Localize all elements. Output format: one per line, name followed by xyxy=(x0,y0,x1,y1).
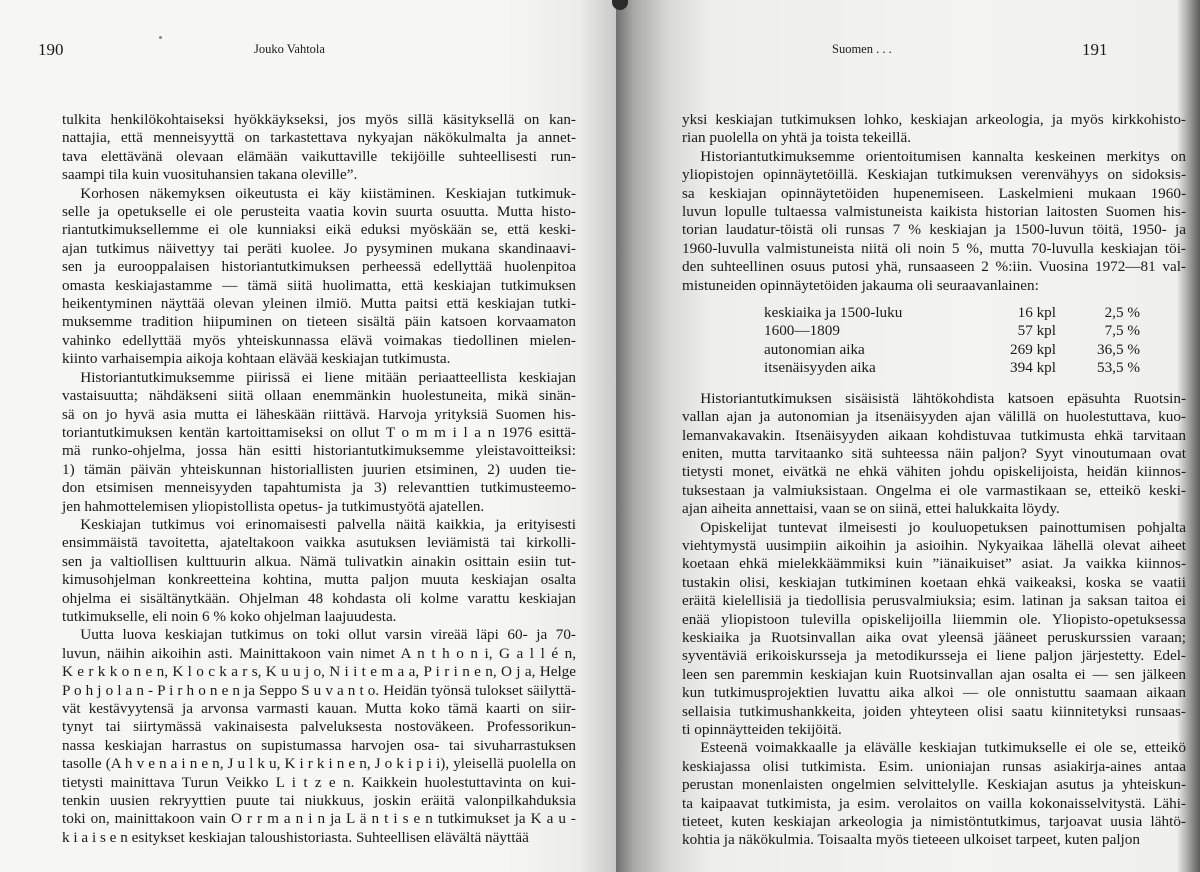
text-line: k i a i s e n esitykset keskiajan taloushistoriasta. Suhteellisen elävältä näyttää xyxy=(62,828,529,846)
text-line: Esteenä voimakkaalle ja elävälle keskiajan tutkimukselle ei ole se, etteikö xyxy=(700,739,1186,757)
text-line: omasta keskiajastamme — tämä siitä huolimatta, että keskiajan tutkimuksen xyxy=(62,276,576,294)
text-line: vät kestävyytensä ja arvonsa varmasti kauan. Mutta koko tämä kaarti on siir- xyxy=(62,700,576,717)
paragraph xyxy=(62,185,576,369)
thesis-distribution-table-wrap xyxy=(764,304,1186,378)
paragraph xyxy=(682,739,1186,849)
text-line: enää yliopistoon tulevilla opiskelijoilla liiemmin ole. Yliopisto-opetuksessa xyxy=(682,610,1186,628)
text-line: ensimmäistä tavoitetta, ajateltakoon vaikka asutuksen leviämistä tai kirkolli- xyxy=(62,534,576,552)
text-line: torian laudatur-töistä oli runsas 7 % keskiajan ja 1500-luvun töitä, 1950- ja xyxy=(682,221,1186,239)
paragraph xyxy=(682,111,1186,148)
paragraph xyxy=(62,516,576,626)
text-line: vastaisuutta; nähdäkseni siitä ollaan enemmänkin huolestuneita, mikä sinän- xyxy=(62,387,576,405)
period-cell: keskiaika ja 1500-luku xyxy=(764,304,903,322)
page-number-left: 190 xyxy=(38,40,64,59)
text-line: 1960-luvulla valmistuneista niitä oli noin 5 %, mutta 70-luvulla keskiajan töi- xyxy=(682,239,1186,257)
count-cell: 394 kpl xyxy=(1010,359,1056,377)
text-line: Historiantutkimuksen sisäisistä lähtökohdista katsoen epäsuhta Ruotsin- xyxy=(700,389,1186,407)
paragraphs-after-table xyxy=(682,390,1186,850)
text-line: luvun lopulle tultaessa valmistuneista kaikista historian laitosten Suomen his- xyxy=(682,203,1186,221)
paragraph xyxy=(62,626,576,847)
scan-speck xyxy=(159,36,162,39)
text-line: luvun, näihin aikoihin asti. Mainittakoon vain nimet A n t h o n i, G a l l é n, xyxy=(62,644,576,662)
text-line: yliopistojen opinnäytetöillä. Keskiajan tutkimuksen verenvähyys on sidoksis- xyxy=(682,166,1186,184)
text-line: Opiskelijat tuntevat ilmeisesti jo kouluopetuksen painottumisen pohjalta xyxy=(700,518,1186,536)
percent-cell: 53,5 % xyxy=(1096,359,1140,377)
text-line: sa keskiajan opinnäytetöiden hupenemiseen. Laskelmieni mukaan 1960- xyxy=(682,184,1186,202)
paragraph xyxy=(682,148,1186,295)
text-line: sellaisia tutkimushankkeita, joiden yhteyteen olisi saatu kiinnitetyksi runsaas- xyxy=(682,702,1186,720)
paragraph xyxy=(62,111,576,185)
right-page xyxy=(616,0,1200,872)
text-line: tenkin uusien rekryyttien puute tai niukkuus, joskin eräitä valonpilkahduksia xyxy=(62,792,576,810)
text-line: toriantutkimuksen kentän kartoittamiseksi on ollut T o m m i l a n 1976 esittä- xyxy=(62,423,576,441)
text-line: muksemme tradition hiipuminen on tieteen sisältä päin katsoen korvaamaton xyxy=(62,313,576,331)
page-number-right: 191 xyxy=(1082,40,1108,59)
text-line: nattajia, että menneisyyttä on tarkastettava nykyajan näkökulmalta ja annet- xyxy=(62,129,576,147)
percent-cell: 7,5 % xyxy=(1104,322,1140,340)
text-line: tutkimukselle, eli noin 6 % koko ohjelman laajuudesta. xyxy=(62,607,397,625)
text-line: ajan aiheita annettaisi, vaan se on siinä, ettei halukkaita löydy. xyxy=(682,500,1060,518)
text-line: 1) tämän päivän yhteiskunnan historiallisten juurien etsiminen, 2) uuden tie- xyxy=(62,460,576,478)
text-line: koetaan ehkä mielekkäämmiksi kuin ”iänaikuiset” asiat. Ja vaikka kiinnos- xyxy=(682,555,1186,573)
text-line: Historiantutkimuksemme piirissä ei liene mitään periaatteellista keskiajan xyxy=(80,368,576,386)
text-line: yksi keskiajan tutkimuksen lohko, keskiajan arkeologia, ja myös kirkkohisto- xyxy=(682,111,1186,128)
table-row xyxy=(764,341,1140,359)
text-line: sen ja valtiollisen kulttuurin alkua. Nämä tulivatkin ainakin osittain esiin tut- xyxy=(62,552,576,570)
running-head-title: Suomen . . . xyxy=(832,42,892,56)
paragraph xyxy=(62,369,576,516)
table-row xyxy=(764,322,1140,340)
right-page-body xyxy=(682,111,1186,850)
text-line: tasolle (A h v e n a i n e n, J u l k u, K i r k i n e n, J o k i p i i), yleisellä puolella on xyxy=(62,755,576,773)
period-cell: itsenäisyyden aika xyxy=(764,359,876,377)
text-line: kun tutkimusprojektien luvattu aika alkoi — ole onnistuttu saamaan aikaan xyxy=(682,684,1186,702)
text-line: saampi tila kuin vuosituhansien takana oleville”. xyxy=(62,166,358,184)
text-line: rian puolella on yhtä ja toista tekeillä. xyxy=(682,129,912,147)
text-line: den suhteellinen osuus putosi yhä, runsaaseen 2 %:iin. Vuosina 1972—81 val- xyxy=(682,258,1186,276)
text-line: Uutta luova keskiajan tutkimus on toki ollut varsin vireää läpi 60- ja 70- xyxy=(80,626,576,644)
text-line: ti opinnäytteiden tekijöitä. xyxy=(682,721,842,738)
text-line: ta kaipaavat tutkimista, ja esim. verolaitos on vailla kokonaisselvitystä. Lähi- xyxy=(682,794,1186,812)
text-line: vahinko edellyttää myös yhteiskunnassa elävä voimakas tiedollinen mielen- xyxy=(62,331,576,349)
text-line: riantutkimuksellemme ei ole kunniaksi eikä eduksi myöskään se, että keski- xyxy=(62,221,576,239)
text-line: Keskiajan tutkimus voi erinomaisesti palvella näitä kaikkia, ja erityisesti xyxy=(80,515,576,533)
text-line: don etsimisen menneisyyden tapahtumista ja 3) relevanttien tutkimusteemo- xyxy=(62,479,576,497)
left-page-body xyxy=(62,111,576,847)
text-line: tynyt tai siirtymässä vakinaisesta palveluksesta nostoväkeen. Professorikun- xyxy=(62,718,576,736)
text-line: toki on, mainittakoon vain O r r m a n i n ja L ä n t i s e n tutkimukset ja K a u - xyxy=(62,810,576,828)
text-line: Korhosen näkemyksen oikeutusta ei käy kiistäminen. Keskiajan tutkimuk- xyxy=(80,184,576,202)
period-cell: 1600—1809 xyxy=(764,322,840,340)
text-line: ajan tutkimus näivettyy tai peräti kuolee. Jo pysyminen mukana skandinaavi- xyxy=(62,239,576,257)
text-line: keskiaika ja Ruotsinvallan aika ovat yleensä jääneet peruskurssien varaan; xyxy=(682,628,1186,646)
text-line: tustakin olisi, keskiajan tutkiminen koetaan ehkä vaikeaksi, koska se vaatii xyxy=(682,573,1186,591)
text-line: tava elettävänä olevaan elämään vaikuttaville tekijöille suhteellisesti run- xyxy=(62,147,576,165)
text-line: tietysti mainittava Turun Veikko L i t z e n. Kaikkein huolestuttavinta on kui- xyxy=(62,773,576,791)
text-line: kiinto varhaisempia aikoja kohtaan elävää keskiajan tutkimusta. xyxy=(62,350,451,368)
running-head-author: Jouko Vahtola xyxy=(254,42,325,56)
text-line: sä on jo hyvä asia mutta ei läheskään riittävä. Harvoja yrityksiä Suomen his- xyxy=(62,405,576,423)
percent-cell: 2,5 % xyxy=(1104,304,1140,322)
text-line: viehtymystä uusimpiin aikoihin ja asioihin. Nykyaikaa lähellä olevat aiheet xyxy=(682,536,1186,554)
text-line: perustan monenlaisten ongelmien selvittelylle. Keskiajan asutus ja yhteiskun- xyxy=(682,776,1186,794)
text-line: tietysti monet, eivätkä ne ehkä vähiten johdu opiskelijoista, heidän kiinnos- xyxy=(682,463,1186,481)
text-line: K e r k k o n e n, K l o c k a r s, K u u j o, N i i t e m a a, P i r i n e n, O j a, Helge xyxy=(62,663,576,681)
text-line: tuksestaan ja valmiuksistaan. Ongelma ei ole varmastikaan se, etteikö keski- xyxy=(682,481,1186,499)
count-cell: 57 kpl xyxy=(1017,322,1056,340)
text-line: syventäviä erikoiskursseja ja metodikursseja ei liene paljon järjestetty. Edel- xyxy=(682,647,1186,665)
text-line: keskiajassa olisi tutkimista. Esim. unioniajan runsas asiakirja-aines antaa xyxy=(682,757,1186,775)
table-row xyxy=(764,359,1140,377)
percent-cell: 36,5 % xyxy=(1096,340,1140,358)
text-line: eräitä kielellisiä ja tiedollisia perusvalmiuksia; esim. latinan ja saksan taitoa ei xyxy=(682,592,1186,610)
count-cell: 269 kpl xyxy=(1010,340,1056,358)
text-line: tulkita henkilökohtaiseksi hyökkäykseksi, jos myös sillä käsityksellä on kan- xyxy=(62,111,576,128)
text-line: selle ja opetukselle ei ole perusteita vaatia kovin suurta osuutta. Mutta histo- xyxy=(62,203,576,221)
text-line: vallan ajan ja autonomian ja itsenäisyyden ajan välillä on huolestuttava, kuo- xyxy=(682,408,1186,426)
text-line: leen sen paremmin keskiajan kuin Ruotsinvallan ajan osalta ei — sen jälkeen xyxy=(682,665,1186,683)
table-row xyxy=(764,304,1140,322)
text-line: Historiantutkimuksemme orientoitumisen kannalta keskeinen merkitys on xyxy=(700,147,1186,165)
paragraph xyxy=(682,519,1186,740)
period-cell: autonomian aika xyxy=(764,340,865,358)
text-line: sen ja eurooppalaisen historiantutkimuksen perheessä edellyttää huolenpitoa xyxy=(62,258,576,276)
paragraph xyxy=(682,390,1186,519)
text-line: tieteet, kuten keskiajan arkeologia ja nimistöntutkimus, tarjoavat uusia lähtö- xyxy=(682,813,1186,831)
text-line: eniten, mutta tarvitaanko sitä suhteessa näin paljon? Syyt vinoutumaan ovat xyxy=(682,444,1186,462)
text-line: ohjelma ei sisältänytkään. Ohjelman 48 kohdasta oli kolme varattu keskiajan xyxy=(62,589,576,607)
text-line: heikentyminen näyttää olevan yleinen ilmiö. Mutta paitsi että keskiajan tutki- xyxy=(62,295,576,313)
text-line: mä runko-ohjelma, jossa hän esitti historiantutkimuksemme yleistavoitteiksi: xyxy=(62,442,576,460)
text-line: lemanvakavakin. Itsenäisyyden aikaan kohdistuvaa tutkimusta ehkä tarvitaan xyxy=(682,426,1186,444)
count-cell: 16 kpl xyxy=(1017,304,1056,322)
text-line: nassa keskiajan harrastus on supistumassa harvojen osa- tai sivuharrastuksen xyxy=(62,736,576,754)
thesis-distribution-table xyxy=(764,304,1140,378)
paragraphs-before-table xyxy=(682,111,1186,295)
text-line: kohtia ja näkökulmia. Toisaalta myös tieteeen ulkoiset tarpeet, kuten paljon xyxy=(682,831,1140,849)
text-line: P o h j o l a n - P i r h o n e n ja Seppo S u v a n t o. Heidän työnsä tulokset säilyttä- xyxy=(62,681,576,699)
text-line: jen hahmottelemisen yliopistollista opetus- ja tutkimustyötä ajatellen. xyxy=(62,497,485,515)
text-line: kimusohjelman konkreetteina kohtina, mutta paljon muuta keskiajan osalta xyxy=(62,571,576,589)
text-line: mistuneiden opinnäytetöiden jakauma oli seuraavanlainen: xyxy=(682,276,1039,294)
